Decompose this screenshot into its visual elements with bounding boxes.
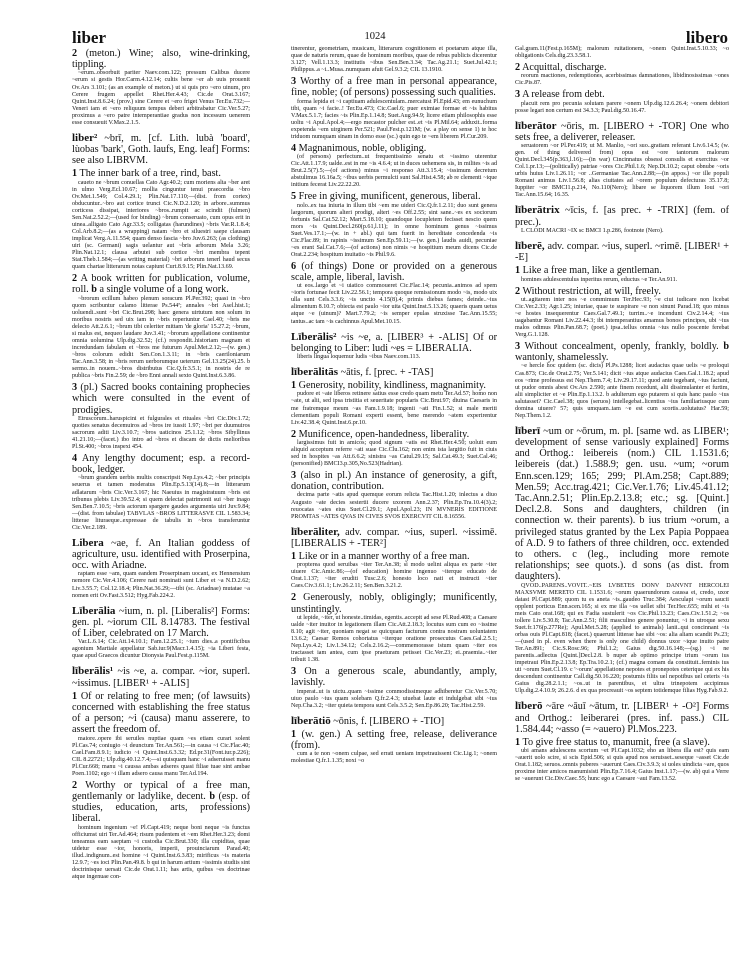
headword: Libera [72, 536, 104, 549]
entry-liberi: līberī ~um or ~ōrum, m. pl. [same wd. as LIBER¹; development of sense variously explained] Forms and Orthog.: leibereis (nom.) CIL 1.1531.6; leibereis (dat.) 1.588.9; gen. usu. ~um; ~orum Enn.scen.129; 165; 299; Pl.Am.258; Capt.889; Men.59; Acc.trag.421; Cic.Ver.1.76; Liv.45.41.12; Tac.Ann.2.51; Plin.Ep.2.13.8; etc.; sg. [Quint.] Decl.2.8. Sons and daughters, children (in connection w. their parents). b ius trium ~orum, a privileged status granted by the Lex Papia Poppaea of A.D. 9 to fathers of three children, occ. extended to others. c (leg., including more remote relationships; see quots.). d sons (as dist. from daughters). [515, 424, 729, 583]
headword: liber² [72, 131, 98, 144]
sense-3: 3 Worthy of a free man in personal appearance, fine, noble; (of persons) possessing such qualities. [291, 76, 497, 99]
headword: līberātiō [291, 714, 331, 727]
sense-1: 1 (w. gen.) A setting free, release, deliverance (from). [291, 728, 498, 752]
citations: seruatorem ~or Pl.Per.419; ut M. Manlio, ~ori suo..gratiam referant Liv.6.14.5; (w. gen. of thing delivered from) opus est ~ore tantorum malorum Quint.Decl.345(p.363,l.16);—(in war) Cincinnatus obsessi consulis et exercitus ~or Col.1.pr.13;—(politically) patriae ~ores Cic.Phil.1.6; Nep.Di.10.2; caput obnube ~oris urbis huius Liv.1.26.11; ~or ..Germaniae Tac.Ann.2.88;—(in appos.) ~or ille populi Romani animus Liv.1.56.8; alias ciuitates ad ~orem populum defecturas 35.17.8; Iuppiter ~or BMCI1.p.214, No.110(Nero); libare se liquorem illum Ioui ~ori Tac.Ann.15.64; 16.35. [515, 143, 729, 199]
sense-4: 4 Magnanimous, noble, obliging. [291, 142, 427, 154]
headword: līberī [515, 424, 541, 437]
citations: ut..agitarem inter nos ~e commimum Ter.Hec.93; ~e ciui iudicare non licebat Cic.Ver.2.33; Agr.1.25; iniuriae, quae te suspirare ~e non sinunt Parad.18; quo minus ~e hostes insequerentur Caes.Gal.7.49.1; turrim..~e incendunt Civ.2.14.4; ~ius uagabantur Romani Liv.22.44.3; ibi intemperantius amamus bonos principes, ubi ~ius malos odimus Plin.Pan.68.7; (poet.) ipsa..tellus omnia ~ius nullo poscente ferebat Verg.G.1.128. [515, 296, 729, 339]
sense-3: 3 A release from debt. [515, 89, 605, 101]
sense-6: 6 (of things) Done or provided on a generous scale, ample, liberal, lavish. [291, 260, 497, 284]
citations: Gal.gram.11(Fest.p.165M); malorum ruitationem, ~onem Quint.Inst.5.10.33; ~o obligationis Cels.dig.23.3.58.1. [515, 46, 729, 60]
headword: līberālis¹ [72, 665, 114, 678]
headword: līberālitās [291, 366, 339, 379]
citations: raptam esse ~am, quam eandem Proserpinam uocant, ex Hennensium nemore Cic.Ver.4.106; Cerere nati nominati sunt Liber et ~a N.D.2.62; Liv.3.55.7; Col.12.18.4; Plin.Nat.36.29;—tibi (sc. Ariadnae) mutatae ~a nomen erit Ov.Fast.3.512; Hyg.Fab.224.2. [72, 571, 250, 599]
citations: ~brum grandem uerbis multis conscripsit Nep.Lys.4.2; ~ber principis seuerus et tamen moderatus Plin.Ep.5.13(14).8;—in litterarum adlatarum ~bris Cic.Ver.3.167; hic Naeuius in magistratuum ~bris est tribunus plebis Liv.39.52.4; si quem delectat patrimonii sui ~ber inago Sen.Ben.7.10.5; ~bris actorum spargere gaudes argumenta uiri Juv.9.84;—(dist. from tabulae) TABVLAS ~BROS LITTERASVE CIL 1.583.34; litterae lituraeque..expressae de tabulis in ~bros transferuntur Cic.Ver.2.189. [72, 475, 250, 531]
entry-libera: Libera ~ae, f. An Italian goddess of agriculture, usu. identified with Proserpina, occ. with Ariadne. [72, 536, 250, 572]
citations: caueto ne ~brum conuellas Cato Agr.40.2; cum moriens alta ~ber aret in ulmo Verg.Ecl.10.67; mollia cinguntur tenui praecordia ~bro Ov.Met.1.549; Col.4.29.1; Plin.Nat.17.110;—(dist. from cortex) obducuntur..~bro aut cortice trunci Cic.N.D.2.120; in arbore..summus corticess dissipat, interiores ~bros..rumpit ac scindit (fulmen) Sen.Nat.2.52.2;—(used for binding) ~brum conseruato, cum opus erit in uinea..alligato Cato Agr.33.5; colligatas (harundines) ~bris Var.R.1.8.4; Col.Arb.8.2;—(as a wrapping) natam ~bro et siluestri saepe clausam implicat Verg.A.11.554; quam denso fascia ~bro Juv.6.263; (as clothing) uiri (sc. Germani) sagis uelantur aut ~bris arborum Mela 3.26; Plin.Nat.12.1; clausa arbutei sub cortice ~bri membra tepent Stat.Theb.1.584;—(as writing material) ~bri arborum tenerl haud secus quam chartae litterarum notas capiunt Curt.8.9.15; Plin.Nat.13.69. [72, 179, 250, 271]
citations: ubi amans adulescens scortum ~et Pl.Capt.1032; eho an libera illa est? quis eam ~auerit uolo scire, si scis Epid.506; si quis apud nos seruisset..seseque ~asset Cic.de Orat.1.182; seruos..omnis puberes ~auerunt Caes.Civ.3.9.3; si uoles uindicta ~are, quos proxime inter amicos manumisisti Plin.Ep.7.16.4; Gaius Inst.1.17;—(w. ab) qui a Verre se ~auerunt Cic.Div.Caec.55; hunc ego a Caesare ~aui Fam.13.52. [515, 748, 729, 783]
citations: hominum ingenium ~e! Pl.Capt.419; neque boni neque ~is functus officiumst uiri Ter.Ad.464; risum pudentem et ~em Rhet.Her.3.23; domi teneamus eam saeptam ~i custodia Cic.Brut.330; illa cupiditas, quae uidetur esse ~ior, honoris, imperii, prouinciarum Parad.40; illud..indignum..est homine ~i Quint.Inst.6.3.83; mirificus ~is materia 12.9.7; ~es ioci Plin.Pan.49.8. b qui in harum artium ~issimis studiis sint doctrinisque uersati Cic.de Orat.1.11; has artis, quibus ~es doctrinae atque ingenuae con- [72, 824, 250, 880]
citations: nolo..ex tua iniuria in illum tibi ~em me uideri Cic.Q.fr.1.2.11; duo sunt genera largorum, quorum alteri prodigi, alteri ~es Off.2.55; sint sane..~es ex sociorum fortunis Sal.Cat.52.12; Mart.5.18.10; quandoque locupletem fecisset nescio quem mors ~is Quint.Decl.260(p.61,l.11); in omne hominum genus ~issimus Suet.Ves.17.1;—(w. in + abl.) qui tam fuerit in hereditate concedenda ~is Cic.Flac.89; in rapinis ~issimum Sen.Ep.59.11;—(w. gen.) laudis auidi, pecuniae ~es erant Sal.Cat.7.6;—(of actions) non nimis ~e hospitium meum dicens Cic.de Orat.2.234; hospitum inuitatio ~is Phil.9.6. [291, 202, 497, 258]
entry-liber2: liber² ~brī, m. [cf. Lith. lubà 'board', lùobas 'bark', Goth. laufs, Eng. leaf] Forms: see also LIBRVM. [72, 131, 250, 167]
entry-liberaliter: līberāliter, adv. compar. ~ius, superl. ~issimē. [LIBERALIS + -TER²] [291, 525, 497, 549]
entry-liberalis2: Līberālis² ~is ~e, a. [LIBER³ + -ALIS] Of or belonging to Liber: ludi ~es = LIBERALIA. [291, 330, 497, 354]
citations: largissimus fuit in amicos; quod signum ~atis est Rhet.Her.4.50; uoluit eum aliquid acceptum referre ~ati suae Cic.Clu.162; non enim ista largitio fuit in ciuis sed in hospites ~as Att.6.6.2; sinistra ~as Catul.29.15; Sal.Cat.49.3; Suet.Cal.46; (personified) BMCI3.p.305,No.523(Hadrian). [291, 439, 497, 468]
citations: L CLODI MACRI ~IX sc BMCI 1.p.286, footnote (Nero). [521, 227, 664, 234]
citations: QVOD..PARENS..VOVIT..~EIS LVBETES DONV DANVNT HERCOLEI MAXSVME MERETO CIL 1.1531.6; ~orum quaerundorum caussa ei, credo, uxor datast Pl.Capt.889; quom tu es aneta ~is..gaudeo Truc.384; Aesculapi ~orum saucii opplent porticus Enn.scen.165; si ex me illa ~os uellet sibi Ter.Hec.655; mihi et ~is meis Cato orat.168; qui ex Fadia sustulerit ~os Cic.Phil.13.23; Caes.Civ.1.51.2; ~os tollere Liv.5.30.8; Tac.Ann.2.51; filii masculino genere ponuntur, ~i in utroque sexu Suet.fr.176(p.277Re); Apul.Met.5.28; (applied to animals) lanii..qui concinnant ~is orbas ouis Pl.Capt.818; (facet.) quaerunt litterae hae sibi ~os: alia aliam scandit Ps.23;—(used in pl. even when there is only one child) donnus uxor ~ique inuito patre Ter.An.891; Cic.S.Rosc.96; Phil.1.2; Gaius dig.50.16.148;—(sg.) ~i ne parentis..adlectus [Quint.]Decl.2.8. b nuper ab optimo principe trium ~orum ius impetraui Plin.Ep.2.13.8; Ep.Tra.10.2.1; (cf.) magna comam da constituit..feminis ius uti ~orum Suet.Cl.19. c '~orum' appellatione nepotes et pronepotes ceterique qui ex his descendunt continentur Call.dig.50.16.220; postumis filiis uel nepotibus uel ceteris ~is Gaius dig.28.2.1.1; ~os..ut in parentibus, et ultra trinepotem accipimus Ulp.dig.2.4.10.9; 26.2.6. d ex qua procreauit ~os septem totidemque filias Hyg.Fab.9.2. [515, 582, 729, 695]
entry-liberatio: līberātiō ~ōnis, f. [LIBERO + -TIO] [291, 714, 445, 727]
headword: līberē, [515, 239, 545, 252]
sense-2: 2 Munificence, open-handedness, liberality. [291, 428, 470, 440]
sense-4: 4 Any lengthy document; esp. a record-book, ledger. [72, 453, 250, 476]
citations: forma lepida et ~i captiuam adulescentulam..mercatust Pl.Epid.43; em eunuchum tibi, quam ~i facie..! Ter.Eu.473; Cic.Cael.6; puer eximiae formae et ~is habitus V.Max.5.1.7; facies ~is Plin.Ep.1.14.8; Suet.Aug.94.9; licere etiam philosophis esse uoltu ~i Apul.Apol.4;—ergo mecastor pulcher est..et ~is Pl.Mil.64; adduxit..forma expetenda ~em uirginem Per.521; Paul.Fest.p.121M; (w. a play on sense 1) te hoc triduom numquam sinam in domo esse (sc.) quin ego te ~em liberem Pl.Cur.209. [291, 98, 497, 140]
sense-5: 5 Free in giving, munificent, generous, liberal. [291, 191, 481, 203]
headword: Līberālis² [291, 330, 337, 343]
entry-liberator: līberātor ~ōris, m. [LIBERO + -TOR] One who sets free, a deliverer, releaser. [515, 119, 730, 143]
citations: reorum mactiones, redemptiones, acerbissimas damnationes, libidinosissimas ~ones Cic.Pis.87. [515, 73, 729, 87]
sense-1: 1 Of or relating to free men; (of lawsuits) concerned with establishing the free status of a person; ~i (causa) manu asserere, to assert the freedom of. [72, 690, 251, 736]
citations: decima parte ~atis apud quemque eorum relicta Tac.Hist.1.20; inlectus a diuo Augusto ~ate decies sestertii ducere uxorem Ann.2.37; Plin.Ep.Tra.10.4(3).2; reuocatas ~ates eius Suet.Cl.29.1; Apul.Apol.23; IN MVNERIS EDITIONE PROMTAS ~ATES QVAS IN CIVES SVOS EXERCVIT CIL 8.16556. [291, 492, 497, 520]
sense-1: 1 Like a free man, like a gentleman. [515, 265, 662, 277]
entry-libere: līberē, adv. compar. ~ius, superl. ~rimē. [LIBER¹ + -E] [515, 239, 730, 264]
citations: propterea quod seruibas ~iter Ter.An.38; si modo uelint aliqua ex parte ~iter uiuere Cic.Amic.86;—(of education) homine ingenuo ~iterque educato de Orat.1.137; ~iter eruditi Tusc.2.6; honesto loco nati et instructi ~iter Caes.Civ.3.61.1; Liv.26.2.11; Sen.Ben.3.21.2. [291, 562, 497, 590]
sense-2: 2 A book written for publication, volume, roll. b a single volume of a long work. [72, 273, 251, 296]
sense-1: 1 To give free status to, manumit, free (a slave). [515, 737, 710, 749]
entry-liberatrix: līberātrix ~īcis, f. [as prec. + -TRIX] (fem. of prec.). [515, 204, 729, 228]
column-3 [515, 46, 729, 785]
headword: līberō [515, 700, 543, 713]
citations: Etruscorum..haruspicini et fulgurales et rituales ~bri Cic.Div.1.72; quoties senatus decemuiros ad ~bros ire iussit 1.97; ~bri per duumuiros sacrorum aditi Liv.3.10.7; ~bros uaticinos 25.1.12; ~bros Sibyllinus 41.21.10;—(facet.) ibo intro ad ~bros et discam de dictis melioribus Pl.St.400; ~bros inspexi 454. [72, 415, 250, 450]
sense-2: 2 (meton.) Wine; also, wine-drinking, tippling. [72, 48, 251, 71]
headword: līberātrix [515, 204, 560, 217]
right-guide-word: libero [685, 28, 728, 47]
sense-3: 3 Without concealment, openly, frankly, boldly. b wantonly, shamelessly. [515, 341, 729, 364]
citations: tinerentur, geometriam, musicam, litterarum cognitionem et poetarum atque illa, quae de naturis rerum, quae de hominum moribus, quae de rebus publicis dicerentur 3.127; Vell.1.13.3; institutis ~ibus Sen.Ben.3.34; Tac.Ag.21.1; Suet.Jul.42.1; Philippus..a ~i..Musa..numquam afuit Gel.9.3.2; CIL 13.1910. [291, 46, 497, 74]
entry-libero: līberō ~āre ~āuī ~ātum, tr. [LIBER¹ + -O²] Forms and Orthog.: leiberarei (pres. inf. pass.) CIL 1.584.44; ~asso (= ~auero) Pl.Mos.223. [515, 700, 729, 735]
page-number: 1024 [364, 31, 386, 42]
citations: Var.L.6.14; Cic.Att.14.10.1; Fam.12.25.1; ~ium dies..a pontificibus agonium Martiale appellatur Sab.iur.9(Macr.1.4.15); ~ia Liberi festa, quae apud Graecos dicuntur Dionysia Paul.Fest.p.115M. [72, 639, 250, 660]
sense-1: 1 The inner bark of a tree, rind, bast. [72, 168, 221, 180]
citations: pudore et ~ate liberos retinere satius esse credo quam metu Ter.Ad.57; homo non ~ate, ut alii, sed ipsa tristitia et seueritate popularis Cic.Brut.97; diuina Caesaris in me fratremque meum ~as Fam.1.9.18; ingenii ~ati Fin.1.52; si male meriti clementiam populi Romani experti essent, bene merendo ~atem experirentur Liv.42.38.4; Quint.Inst.6.pr.10. [291, 391, 497, 426]
running-head [0, 28, 750, 48]
entry-liberalitas: līberālitās ~ātis, f. [prec. + -TAS] [291, 366, 434, 379]
sense-2: 2 Acquittal, discharge. [515, 62, 607, 74]
entry-liberalis1: līberālis¹ ~is ~e, a. compar. ~ior, superl. ~issimus. [LIBER¹ + -ALIS] [72, 665, 251, 689]
citations: homines adulescentulus inperitus rerum, eductus ~e Ter.An.911. [521, 276, 678, 283]
left-guide-word: liber [72, 28, 106, 47]
sense-3: 3 On a generous scale, abundantly, amply, lavishly. [291, 666, 498, 689]
entry-liberalia: Līberālia ~ium, n. pl. [Liberalis²] Forms: gen. pl. ~iorum CIL 8.14783. The festival of Liber, celebrated on 17 March. [72, 604, 251, 639]
citations: liberis lingua loquemur ludis ~ibus Naev.com.113. [297, 353, 421, 360]
sense-1: 1 Generosity, nobility, kindliness, magnanimity. [291, 380, 486, 392]
citations: (of persons) perfectum..ut frequentissimo senatu et ~issimo uterentur Cic.Att.1.17.9; ualde..est in me ~is 4.6.4; ut in duces uehemens sis, in milites ~is ad Brut.2.5(7).5;—(of actions) minus ~i responso Att.3.15.4; ~issimum decretum abstulimus 16.16a.5; ~ibus uerbis permulcti sunt Sal.Hist.4.58; ab re clementi ~ique initium fecerat Liv.22.22.20. [291, 154, 497, 189]
sense-1: 1 Like or in a manner worthy of a free man. [291, 551, 470, 563]
sense-2: 2 Generously, nobly, obligingly; munificently, unstintingly. [291, 592, 497, 615]
citations: ~erum..obsorbuit pariter Naev.com.122; pressum Calibus ducere ~erum si gestis Hor.Carm.4.12.14; cultis bene ~er ab uuis prouenit Ov.Ars 3.101; (as an example of meton.) ut si quis pro ~ero uinum, pro Cerere frugem appellet Rhet.Her.4.43; Cic.de Orat.3.167; Quint.Inst.8.6.24; (prov.) sine Cerere et ~ero friget Venus Ter.Eu.732;—Veneri iam et ~ero reliquum tempus deberi arbitrabatur Cic.Ver.5.27; proximus a ~ero patre intemperantiae gradus non incessum uenerem esse consueuit V.Max.2.1.5. [72, 70, 250, 126]
headword: Līberālia [72, 604, 116, 617]
citations: ~brorum ecillum habeo plenum soracum Pl.Per.392; quasi in ~bro quom scribuntur calamo litterae Ps.544ª; annales ~bri Asel.hist.1; uoluendi..sunt ~bri Cic.Brut.298; haec genera uirtutum non solum in moribus nostris sed uix iam in ~bris reperiuntur Cael.40; ~bris me delecto Att.2.6.1; ~brum tibi celeriter mittam 'de gloria' 15.27.2; ~brum, si malus est, nequeo laudare Juv.3.41; ~brorum appellatione continentur omnia uolumina Ulp.dig.32.52; (cf.) respondit..historiam magnam et incredundam fabulam et ~bros me futurum Apul.Met.2.12;—(w. gen.) ~bros colorum edidit Sen.Con.1.3.11; in ~bris caeriloniarum Tac.Ann.3.58; in ~bris rerum uerborumque ueterum Gel.13.25(24).25. b sermo..in nouem..~bros distributus Cic.Q.fr.3.5.1; in nostris de re publica ~bris Fin.2.59; de ~bro Enni annali sexto Quint.Inst.6.3.86. [72, 295, 250, 380]
headword: līberāliter, [291, 525, 340, 538]
citations: placuit rem pro pecunia solutam parere ~onem Ulp.dig.12.6.26.4; ~onem debitori posse legari non certum est 34.3.3; Paul.dig.50.16.47. [515, 100, 729, 114]
citations: ut eos..largo et ~i uiatico commoueret Cic.Flac.14; pecunia..animos ad spem ~ioris fortunae fecit Liv.22.56.1; tempora quoque remissionum modo ~is, modo uix ulla sunt Cels.3.3.6; ~is unctio 4.15(8).4; primis diebus fames; deinde..~ius alimentum 8.10.7; obiecta est paulo ~ior uita Quint.Inst.5.13.26; quaeris quam uetus atque ~e (uinum)? Mart.7.79.2; ~is semper epulas struxisse Tac.Ann.15.55; tantus..ac tam ~is cachinnus Apul.Met.10.15. [291, 283, 497, 325]
headword: līberātor [515, 119, 557, 132]
citations: maiore..opere ibi seruiles nuptiae quam ~es etiam curari solent Pl.Cas.74; coniugio ~i deunctum Ter.An.561;—in causa ~i Cic.Flac.40; Cael.Fam.8.9.1; iudicio ~i Quint.Inst.6.3.32; Ed.pr.31(Font.iur.p.226); CIL 8.22721; Ulp.dig.40.12.7.4;—si quisquam hanc ~i adseruisset manu Pl.Cur.668; manu ~i caussa ambas adseres quasi filiae tuae sint ambae Poen.1102; ego ~i illam adsero causa manu Ter.Ad.194. [72, 735, 250, 777]
citations: ut lepide, ~iter, ut honeste..timidas, egentis..accepit ad sese Pl.Rud.408; a Caesare ualde ~iter inuitor in legationem illam Cic.Att.2.18.3; locutus sum cum eo ~issime 8.10; agit ~iter, quoniam negat se quicquam facturum contra nostram uoluntatem 13.6.2; Caesar Remos cohortatus ~iterque oratione prosecutus Caes.Gal.2.5.1; Nep.Lys.4.2; Liv.1.34.12; Cels.2.16.2;—commemorasse istum quam ~iter eos tractasset iam antea, cum ipse praeturam petisset Cic.Ver.23; ei..praemia..~iter tribuit 1.38. [291, 614, 497, 664]
citations: imperat..ut is uictu..quam ~issime commodissimeque adhiberetur Cic.Ver.5.70; uiuo paulo ~ius quam solebam Q.fr.2.4.3; uiuebat laute et indulgebat sibi ~ius Nep.Cha.3.2; ~iter quieta tempora sunt Cels.3.5.2; Sen.Ep.86.20; Tac.Hist.2.59. [291, 688, 497, 709]
citations: ~e hercle hoc quidem (sc. dicis) Pl.Ps.1288; licet audacius quae uelis ~e proloqui Cas.873; Cic.de Orat.2.75; Ver.5.141; dicit ~ius atque audacius Caes.Gal.1.18.2; apud eos ~rime professus est Nep.Them.7.4; Liv.29.17.11; quod ante tegebant, ~ius faciunt, ut pudor omnis abest Ov.Ars 2.590; ante finem recedunt, alii dissimulanter et furtim, alii simpliciter et ~e Plin.Ep.1.13.2. b adulterum ego putarem si quis hanc paulo ~ius salutasset? Cic.Cael.38; quos (seruos) intellegebat..licentius ~ius familiariusque cum domina uiuere? 57; quis umquam..tam ~e est cum scortis..uolutatus? Har.59; Nep.Them.1.2. [515, 363, 729, 419]
column-1 [72, 46, 250, 883]
column-2 [291, 46, 497, 767]
sense-2: 2 Without restriction, at will, freely. [515, 285, 661, 297]
sense-3: 3 (also in pl.) An instance of generosity, a gift, donation, contribution. [291, 470, 497, 493]
sense-2: 2 Worthy or typical of a free man, gentlemanly or ladylike, decent. b (esp. of studies, education, arts, professions) liberal. [72, 779, 251, 825]
sense-3: 3 (pl.) Sacred books containing prophecies which were consulted in the event of prodigies. [72, 382, 250, 416]
citations: cum a te non ~onem culpae, sed errati ueniam impetrauissent Cic.Lig.1; ~onem molestiae Q.fr.1.1.35; noxi ~o [291, 751, 497, 765]
